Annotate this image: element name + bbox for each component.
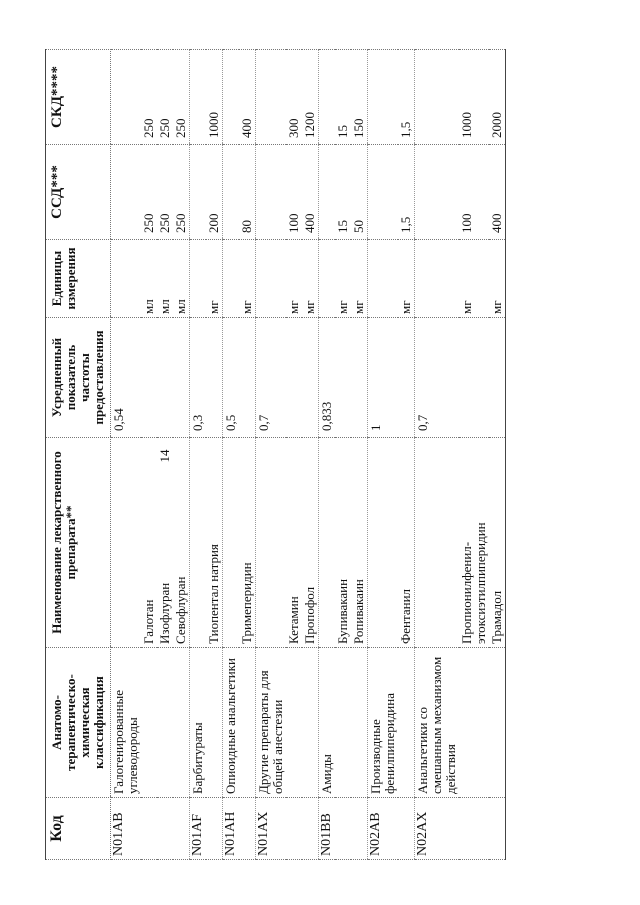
cell-unit [415,240,460,318]
cell-unit: мг [286,240,302,318]
cell-skd: 1000 [206,50,223,145]
cell-unit [190,240,207,318]
cell-code [302,798,319,860]
table-row [368,50,399,860]
cell-ssd [319,145,336,240]
cell-ssd: 80 [239,145,256,240]
cell-skd: 250 [157,50,173,145]
cell-atc [239,648,256,798]
table-row [415,50,460,860]
cell-freq: 1 [368,318,399,438]
cell-freq [157,318,173,438]
cell-skd: 250 [141,50,157,145]
cell-drug: Ропивакаин [351,438,368,648]
table-row [256,50,287,860]
cell-atc [398,648,415,798]
cell-skd [415,50,460,145]
header-ssd: ССД*** [46,145,111,240]
cell-code: N01BB [319,798,336,860]
cell-code: N01AX [256,798,287,860]
cell-freq [459,318,489,438]
table-row [489,50,506,860]
cell-unit [223,240,240,318]
table-row [286,50,302,860]
cell-unit: мг [335,240,351,318]
cell-drug: Трамадол [489,438,506,648]
cell-freq [141,318,157,438]
cell-skd: 1,5 [398,50,415,145]
cell-atc [351,648,368,798]
cell-skd [190,50,207,145]
cell-ssd: 1,5 [398,145,415,240]
cell-atc [206,648,223,798]
cell-unit [111,240,142,318]
cell-freq [302,318,319,438]
cell-skd [319,50,336,145]
header-row [46,50,111,860]
cell-atc: Другие препараты для общей анестезии [256,648,287,798]
cell-atc: Галогенированные углеводороды [111,648,142,798]
cell-freq [351,318,368,438]
cell-ssd: 250 [141,145,157,240]
cell-atc [173,648,190,798]
cell-skd: 15 [335,50,351,145]
cell-skd [256,50,287,145]
cell-ssd [111,145,142,240]
cell-atc: Амиды [319,648,336,798]
cell-ssd [415,145,460,240]
cell-code [173,798,190,860]
cell-freq [335,318,351,438]
cell-freq [173,318,190,438]
cell-freq [489,318,506,438]
cell-skd [368,50,399,145]
cell-drug: Кетамин [286,438,302,648]
cell-freq [239,318,256,438]
cell-ssd [190,145,207,240]
cell-unit: мг [351,240,368,318]
cell-atc [489,648,506,798]
cell-drug: Пропофол [302,438,319,648]
cell-skd: 150 [351,50,368,145]
cell-unit [368,240,399,318]
cell-skd: 2000 [489,50,506,145]
cell-ssd: 100 [459,145,489,240]
cell-ssd [256,145,287,240]
cell-drug [368,438,399,648]
cell-ssd [368,145,399,240]
header-freq: Усредненный показатель частоты предоставления [46,318,111,438]
cell-unit: мг [398,240,415,318]
cell-code [157,798,173,860]
cell-ssd: 50 [351,145,368,240]
cell-ssd: 100 [286,145,302,240]
table-row [239,50,256,860]
cell-freq: 0,7 [415,318,460,438]
cell-unit: мг [206,240,223,318]
cell-atc [157,648,173,798]
cell-ssd: 400 [489,145,506,240]
cell-drug [415,438,460,648]
table-row [141,50,157,860]
table-row [459,50,489,860]
cell-unit: мг [489,240,506,318]
cell-freq: 0,833 [319,318,336,438]
cell-unit: мг [302,240,319,318]
cell-code [489,798,506,860]
cell-atc [302,648,319,798]
cell-drug [223,438,240,648]
cell-skd: 300 [286,50,302,145]
cell-unit: мл [141,240,157,318]
cell-unit: мл [157,240,173,318]
table-row [157,50,173,860]
cell-drug: Галотан [141,438,157,648]
header-skd: СКД**** [46,50,111,145]
cell-atc: Производные фенилпиперидина [368,648,399,798]
cell-code: N01AF [190,798,207,860]
cell-unit: мг [459,240,489,318]
cell-unit [319,240,336,318]
cell-code: N02AX [415,798,460,860]
cell-ssd [223,145,240,240]
cell-skd: 250 [173,50,190,145]
cell-atc [141,648,157,798]
cell-skd: 1000 [459,50,489,145]
header-drug: Наименование лекарственного препарата** [46,438,111,648]
cell-atc: Опиоидные анальгетики [223,648,240,798]
cell-skd: 400 [239,50,256,145]
cell-drug: Пропионилфенил-этоксиэтилпиперидин [459,438,489,648]
cell-atc [286,648,302,798]
header-unit: Единицы измерения [46,240,111,318]
table-container [45,50,640,860]
table-row [398,50,415,860]
cell-drug: Изофлуран [157,438,173,648]
cell-skd [111,50,142,145]
drug-table [45,49,506,860]
cell-unit: мл [173,240,190,318]
cell-code: N01AH [223,798,240,860]
cell-ssd: 200 [206,145,223,240]
cell-atc: Анальгетики со смешанным механизмом действия [415,648,460,798]
cell-drug: Тримеперидин [239,438,256,648]
cell-code [398,798,415,860]
cell-drug: Фентанил [398,438,415,648]
cell-drug [319,438,336,648]
cell-code [141,798,157,860]
cell-ssd: 250 [173,145,190,240]
cell-drug: Севофлуран [173,438,190,648]
table-row [111,50,142,860]
cell-freq [398,318,415,438]
cell-code [286,798,302,860]
table-row [223,50,240,860]
table-row [302,50,319,860]
cell-drug [190,438,207,648]
cell-code: N02AB [368,798,399,860]
table-row [335,50,351,860]
cell-code [239,798,256,860]
cell-freq [286,318,302,438]
cell-freq: 0,3 [190,318,207,438]
cell-atc [335,648,351,798]
cell-ssd: 15 [335,145,351,240]
cell-ssd: 400 [302,145,319,240]
table-row [190,50,207,860]
cell-skd [223,50,240,145]
rotated-table-frame [45,50,640,860]
cell-atc: Барбитураты [190,648,207,798]
cell-drug [111,438,142,648]
cell-freq [206,318,223,438]
cell-code [206,798,223,860]
page-number: 14 [157,449,172,463]
cell-unit [256,240,287,318]
table-row [173,50,190,860]
header-code: Код [46,798,111,860]
table-row [351,50,368,860]
cell-freq: 0,7 [256,318,287,438]
cell-code [335,798,351,860]
cell-drug: Тиопентал натрия [206,438,223,648]
cell-freq: 0,5 [223,318,240,438]
table-row [206,50,223,860]
cell-drug [256,438,287,648]
cell-atc [459,648,489,798]
cell-unit: мг [239,240,256,318]
cell-freq: 0,54 [111,318,142,438]
cell-ssd: 250 [157,145,173,240]
cell-code: N01AB [111,798,142,860]
table-row [319,50,336,860]
cell-skd: 1200 [302,50,319,145]
cell-drug: Бупивакаин [335,438,351,648]
header-atc: Анатомо-терапевтическо-химическая классификация [46,648,111,798]
table-body [111,50,506,860]
cell-code [459,798,489,860]
cell-code [351,798,368,860]
